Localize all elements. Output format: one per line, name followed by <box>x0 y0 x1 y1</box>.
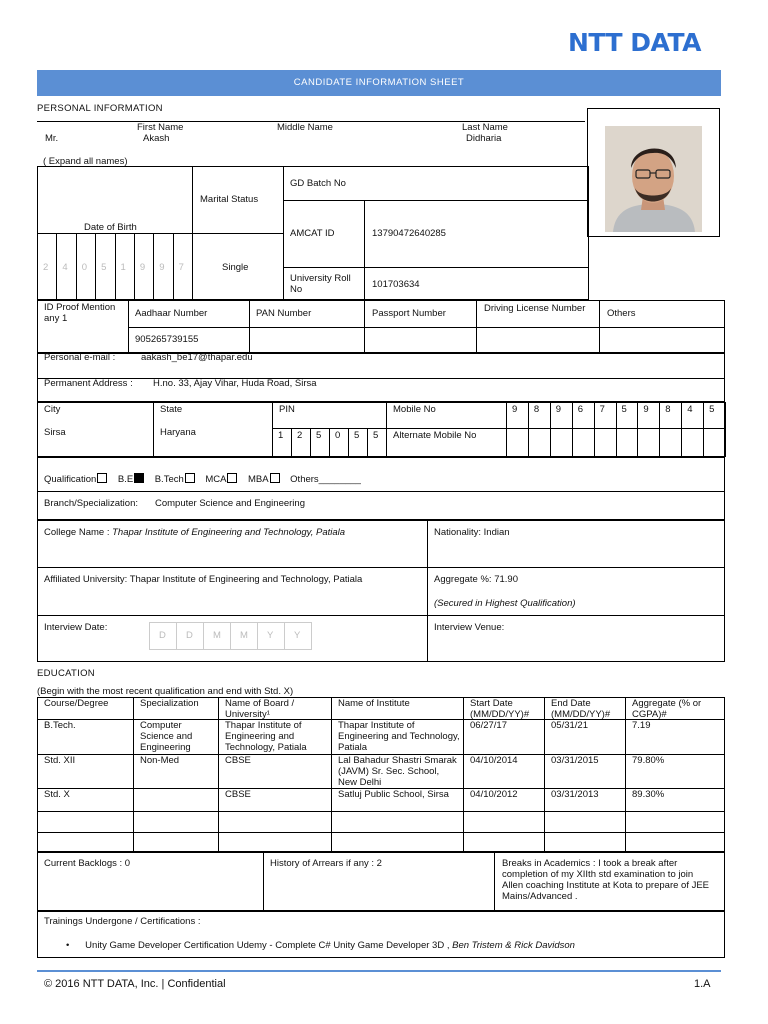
edu-row-divider <box>37 811 725 812</box>
email-label: Personal e-mail : <box>44 352 116 363</box>
dob-cell-divider <box>76 233 77 300</box>
dob-cell-divider <box>56 233 57 300</box>
qualification-label: Qualification <box>44 474 97 485</box>
expand-names-note: ( Expand all names) <box>43 156 128 167</box>
edu-table-cell: 04/10/2014 <box>470 755 518 766</box>
first-name-label: First Name <box>137 122 184 133</box>
id-proof-label: ID Proof Mention any 1 <box>44 302 116 324</box>
edu-table-cell: 03/31/2015 <box>551 755 599 766</box>
alt-mobile-label: Alternate Mobile No <box>393 430 477 441</box>
edu-table-cell: 04/10/2012 <box>470 789 518 800</box>
edu-col-divider <box>544 697 545 852</box>
education-heading: EDUCATION <box>37 668 95 679</box>
checkbox-mca[interactable] <box>227 473 237 483</box>
marital-status-label: Marital Status <box>200 194 259 205</box>
form-title-banner: CANDIDATE INFORMATION SHEET <box>37 70 721 96</box>
aggregate-label: Aggregate %: <box>434 574 492 585</box>
dob-digit: 0 <box>81 262 88 273</box>
university-roll-label: University Roll No <box>290 273 351 295</box>
edu-table-cell: Computer Science and Engineering <box>140 720 193 753</box>
pin-digit: 2 <box>297 430 303 441</box>
personal-info-heading: PERSONAL INFORMATION <box>37 103 163 114</box>
state-value: Haryana <box>160 427 196 438</box>
checkbox-btech[interactable] <box>185 473 195 483</box>
training-item <box>66 940 575 951</box>
state-label: State <box>160 404 183 415</box>
edu-table-cell: 7.19 <box>632 720 651 731</box>
last-name-label: Last Name <box>462 122 508 133</box>
date-placeholder: D <box>186 630 193 641</box>
edu-header-cell: Name of Board / University¹ <box>225 698 295 720</box>
pin-digit: 0 <box>335 430 341 441</box>
dob-digit: 1 <box>120 262 126 273</box>
footer-page-number: 1.A <box>694 978 711 990</box>
affiliated-univ-value: Thapar Institute of Engineering and Technology, Patiala <box>129 574 363 585</box>
mobile-digit: 8 <box>533 404 540 415</box>
btech-label: B.Tech <box>154 474 184 485</box>
edu-table-cell: CBSE <box>225 789 251 800</box>
date-placeholder: D <box>159 630 166 641</box>
dob-cell-divider <box>173 233 174 300</box>
mobile-cell-divider <box>616 402 617 457</box>
aggregate-field <box>434 574 518 585</box>
college-name-field <box>44 527 345 538</box>
edu-header-cell: Aggregate (% or CGPA)# <box>632 698 702 720</box>
city-label: City <box>44 404 61 415</box>
affiliated-univ-field <box>44 574 362 585</box>
checkbox-mba[interactable] <box>270 473 280 483</box>
pin-label: PIN <box>279 404 295 415</box>
branch-label: Branch/Specialization: <box>44 498 138 509</box>
edu-col-divider <box>218 697 219 852</box>
edu-table-cell: 05/31/21 <box>551 720 588 731</box>
gd-batch-label: GD Batch No <box>290 178 346 189</box>
bullet-icon: • <box>66 940 70 951</box>
edu-table-cell: 03/31/2013 <box>551 789 599 800</box>
mobile-cell-divider <box>703 402 704 457</box>
mobile-label: Mobile No <box>393 404 436 415</box>
address-label: Permanent Address : <box>44 378 133 389</box>
mba-label: MBA <box>248 474 269 485</box>
pin-digit: 5 <box>354 430 360 441</box>
candidate-photo <box>605 126 702 232</box>
aggregate-note: (Secured in Highest Qualification) <box>434 598 576 609</box>
pin-cell-divider <box>310 428 311 457</box>
dob-digit: 2 <box>43 262 49 273</box>
mobile-digit: 5 <box>709 404 715 415</box>
address-row <box>37 378 725 402</box>
edu-header-cell: Start Date (MM/DD/YY)# <box>470 698 530 720</box>
university-roll-value: 101703634 <box>372 279 420 290</box>
pin-cell-divider <box>367 428 368 457</box>
qualification-options <box>44 473 361 485</box>
mobile-digit: 5 <box>621 404 627 415</box>
mca-label: MCA <box>205 474 227 485</box>
nationality-value: Indian <box>483 527 510 538</box>
college-name-value: Thapar Institute of Engineering and Technology, Patiala <box>112 527 346 538</box>
dob-digit: 4 <box>62 262 68 273</box>
edu-row-divider <box>37 832 725 833</box>
edu-table-cell: Thapar Institute of Engineering and Technology, Patiala <box>338 720 460 753</box>
mobile-cell-divider <box>659 402 660 457</box>
edu-header-cell: Specialization <box>140 698 199 709</box>
training-authors: Ben Tristem & Rick Davidson <box>452 940 575 951</box>
edu-table-cell: Std. XII <box>44 755 76 766</box>
edu-header-cell: End Date (MM/DD/YY)# <box>551 698 611 720</box>
email-value: aakash_be17@thapar.edu <box>141 352 253 363</box>
history-of-arrears: History of Arrears if any : 2 <box>270 858 382 869</box>
aadhaar-label: Aadhaar Number <box>135 308 208 319</box>
breaks-in-academics: Breaks in Academics : I took a break after completion of my XIIth std examination to join Allen coaching Institute at Kota to prepare of JEE Mains/Advanced . <box>502 858 710 902</box>
date-placeholder: M <box>213 630 221 641</box>
dob-cell-divider <box>95 233 96 300</box>
others-id-label: Others <box>607 308 636 319</box>
edu-table-cell: 06/27/17 <box>470 720 507 731</box>
edu-col-divider <box>625 697 626 852</box>
interview-date-label: Interview Date: <box>44 622 108 633</box>
edu-table-cell: CBSE <box>225 755 251 766</box>
others-qualification: Others________ <box>290 474 361 485</box>
edu-header-cell: Course/Degree <box>44 698 109 709</box>
address-value: H.no. 33, Ajay Vihar, Huda Road, Sirsa <box>153 378 317 389</box>
date-placeholder: Y <box>294 630 301 641</box>
mobile-digit: 4 <box>687 404 693 415</box>
dob-digit: 7 <box>178 262 184 273</box>
pin-cell-divider <box>329 428 330 457</box>
college-grid <box>37 520 725 662</box>
affiliated-univ-label: Affiliated University: <box>44 574 128 585</box>
pin-cell-divider <box>291 428 292 457</box>
footer-copyright: © 2016 NTT DATA, Inc. | Confidential <box>44 978 226 990</box>
passport-label: Passport Number <box>372 308 446 319</box>
be-label: B.E <box>117 474 134 485</box>
last-name-value: Didharia <box>466 133 502 144</box>
checkbox-be-checked[interactable] <box>134 473 144 483</box>
dob-digit: 9 <box>139 262 146 273</box>
edu-col-divider <box>133 697 134 852</box>
mobile-cell-divider <box>550 402 551 457</box>
mobile-cell-divider <box>681 402 682 457</box>
ntt-data-logo: NTT DATA <box>568 28 701 57</box>
pin-cell-divider <box>348 428 349 457</box>
edu-table-cell: Lal Bahadur Shastri Smarak (JAVM) Sr. Sec. School, New Delhi <box>338 755 457 788</box>
aadhaar-value: 905265739155 <box>135 334 199 345</box>
nationality-field <box>434 527 510 538</box>
edu-table-cell: Std. X <box>44 789 70 800</box>
pan-label: PAN Number <box>256 308 312 319</box>
dob-cell-divider <box>153 233 154 300</box>
trainings-label: Trainings Undergone / Certifications : <box>44 916 201 927</box>
first-name-value: Akash <box>143 133 170 144</box>
training-course: Unity Game Developer Certification Udemy - Complete C# Unity Game Developer 3D , <box>85 940 450 951</box>
mobile-digit: 9 <box>555 404 562 415</box>
mobile-digit: 7 <box>599 404 605 415</box>
marital-status-value: Single <box>222 262 249 273</box>
aggregate-value: 71.90 <box>494 574 518 585</box>
mobile-cell-divider <box>506 402 507 457</box>
edu-table-cell: Non-Med <box>140 755 180 766</box>
dob-digit: 5 <box>101 262 107 273</box>
pin-digit: 5 <box>373 430 379 441</box>
footer-divider <box>37 970 721 972</box>
salutation: Mr. <box>45 133 59 144</box>
amcat-id-label: AMCAT ID <box>290 228 335 239</box>
dob-label: Date of Birth <box>84 222 137 233</box>
mobile-cell-divider <box>572 402 573 457</box>
interview-venue-label: Interview Venue: <box>434 622 505 633</box>
dob-digit: 9 <box>159 262 165 273</box>
pin-digit: 1 <box>278 430 284 441</box>
college-name-label: College Name : <box>44 527 110 538</box>
driving-license-label: Driving License Number <box>484 303 586 314</box>
date-placeholder: Y <box>267 630 274 641</box>
edu-header-cell: Name of Institute <box>338 698 410 709</box>
mobile-digit: 6 <box>577 404 583 415</box>
current-backlogs: Current Backlogs : 0 <box>44 858 131 869</box>
edu-table-cell: Thapar Institute of Engineering and Technology, Patiala <box>225 720 307 753</box>
amcat-id-value: 13790472640285 <box>372 228 446 239</box>
mobile-cell-divider <box>725 402 726 457</box>
dob-cell-divider <box>134 233 135 300</box>
education-note: (Begin with the most recent qualification and end with Std. X) <box>37 686 294 697</box>
mobile-digit: 9 <box>512 404 518 415</box>
dob-cell-divider <box>115 233 116 300</box>
mobile-cell-divider <box>594 402 595 457</box>
branch-value: Computer Science and Engineering <box>155 498 305 509</box>
edu-table-cell: Satluj Public School, Sirsa <box>338 789 449 800</box>
edu-table-cell: 89.30% <box>632 789 665 800</box>
date-placeholder: M <box>240 630 248 641</box>
edu-table-cell: 79.80% <box>632 755 665 766</box>
branch-row <box>37 491 725 520</box>
edu-col-divider <box>331 697 332 852</box>
middle-name-label: Middle Name <box>277 122 333 133</box>
edu-table-cell: B.Tech. <box>44 720 76 731</box>
pin-digit: 5 <box>316 430 322 441</box>
mobile-cell-divider <box>637 402 638 457</box>
checkbox-qualification[interactable] <box>97 473 107 483</box>
mobile-digit: 8 <box>665 404 671 415</box>
city-value: Sirsa <box>44 427 66 438</box>
edu-col-divider <box>463 697 464 852</box>
mobile-cell-divider <box>528 402 529 457</box>
nationality-label: Nationality: <box>434 527 481 538</box>
mobile-digit: 9 <box>643 404 649 415</box>
